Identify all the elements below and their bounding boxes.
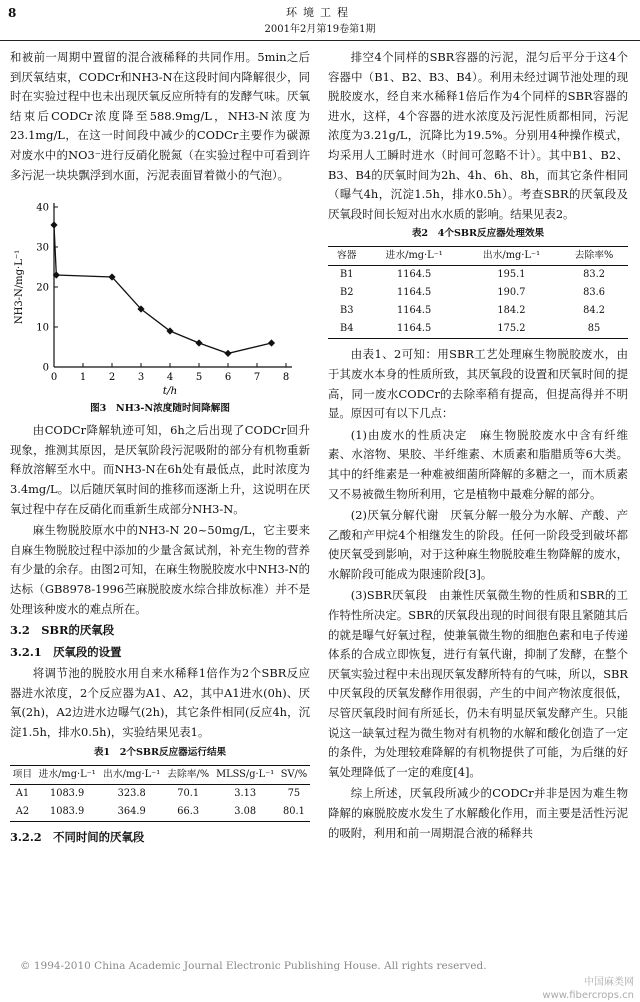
table-header-row [10, 765, 310, 784]
journal-issue: 2001年2月第19卷第1期 [264, 24, 376, 35]
table-cell: 1083.9 [49, 805, 85, 817]
table-1 [10, 765, 310, 822]
table-cell: B1 [340, 269, 354, 281]
paragraph: (3)SBR厌氧段 由兼性厌氧微生物的性质和SBR的工作特性所决定。SBR的厌氧段出现的时间很有限且紧随其后的就是曝气好氧过程，使兼氧微生物的细胞色素和电子传递体系的合成立即恢复，进行有氧代谢，抑制了发酵，在整个厌氧实验过程中未出现厌氧发酵所特有的气味，所以，SBR中厌氧段的厌氧发酵作用很弱，产生的中间产物浓度很低，尽管厌氧段时间有所延长，仍未有明显厌氧发酵产生。只能说这一缺氧过程为微生物对有机物的水解和酸化创造了一定的条件，为处理较难降解的有机物提供了可能，为后继的好氧处理降低了一定的难度[4]。 [328, 588, 628, 779]
left-column [10, 48, 310, 849]
x-tick-label: 8 [282, 372, 290, 384]
table-header-cell: 进水/mg·L⁻¹ [38, 768, 96, 780]
paragraph: 麻生物脱胶原水中的NH3-N 20~50mg/L，它主要来自麻生物脱胶过程中添加的少量含氮试剂，补充生物的营养有少量的余存。由图2可知，在麻生物脱胶废水中NH3-N的达标（GB8978-1996苎麻脱胶废水综合排放标准）并不是处理该种废水的难点所在。 [10, 523, 310, 616]
table-header-cell: 容器 [336, 250, 357, 262]
table-cell: A1 [15, 787, 30, 799]
x-axis-label: t/h [162, 385, 178, 398]
table-cell: 83.2 [583, 269, 605, 281]
table-cell: 80.1 [283, 805, 305, 817]
nh3n-line-chart [10, 191, 310, 399]
table-cell: B3 [340, 305, 354, 317]
table-cell: 70.1 [177, 787, 200, 799]
table-2-caption: 表2 4个SBR反应器处理效果 [411, 228, 545, 240]
y-tick-label: 30 [36, 242, 49, 254]
subsection-heading: 3.2.1 厌氧段的设置 [10, 644, 122, 659]
x-tick-label: 5 [195, 372, 203, 384]
y-tick-label: 20 [36, 282, 49, 294]
x-tick-label: 4 [166, 372, 174, 384]
y-tick-label: 0 [42, 362, 49, 374]
subsection-heading: 3.2.2 不同时间的厌氧段 [10, 829, 145, 844]
x-tick-label: 2 [108, 372, 116, 384]
table-header-cell: 出水/mg·L⁻¹ [103, 768, 161, 780]
table-cell: B4 [340, 323, 354, 335]
right-column [328, 48, 628, 845]
paragraph: 综上所述，厌氧段所减少的CODCr并非是因为难生物降解的麻脱胶废水发生了水解酸化作用，而主要是活性污泥的吸附，利用和前一周期混合液的稀释共 [328, 786, 628, 840]
x-tick-label: 0 [50, 372, 58, 384]
table-cell: 1164.5 [397, 287, 432, 299]
table-cell: 1164.5 [397, 305, 432, 317]
paragraph: (2)厌氧分解代谢 厌氧分解一般分为水解、产酸、产乙酸和产甲烷4个相继发生的阶段。任何一阶段受到破坏都使厌氧受到影响，对于这种麻生物脱胶难生物降解的废水，水解阶段可能成为限速阶段[3]。 [328, 508, 628, 581]
paragraph: 排空4个同样的SBR容器的污泥，混匀后平分于这4个容器中（B1、B2、B3、B4）。利用未经过调节池处理的现脱胶废水，经自来水稀释1倍后作为4个同样的SBR容器的进水，这样，4个容器的进水浓度及污泥性质都相同，污泥浓度为3.21g/L，沉降比为19.5%。分别用4种操作模式，均采用人工瞬时进水（时间可忽略不计）。其中B1、B2、B3、B4的厌氧时间为2h、4h、6h、8h，而其它条件相同（曝气4h，沉淀1.5h，排水0.5h）。考查SBR的厌氧段及厌氧段时间长短对出水水质的影响。结果见表2。 [328, 50, 628, 221]
site-watermark [542, 976, 634, 1002]
table-header-cell: 去除率/% [167, 768, 210, 780]
paragraph: 由表1、2可知：用SBR工艺处理麻生物脱胶废水，由于其废水本身的性质所致，其厌氧段的设置和厌氧时间的提高，同一废水CODCr的去除率稍有提高，但提高得并不明显。原因可有以下几点： [328, 347, 628, 421]
y-tick-label: 40 [36, 202, 49, 214]
figure-3 [10, 191, 310, 399]
x-tick-label: 3 [137, 372, 145, 384]
table-row [328, 266, 628, 285]
table-cell: 1164.5 [397, 323, 432, 335]
table-header-cell: 项目 [12, 768, 33, 780]
page-number: 8 [8, 6, 17, 20]
table-header-cell: 去除率% [574, 250, 614, 262]
data-point [224, 350, 231, 357]
data-point [50, 222, 57, 229]
y-tick-label: 10 [36, 322, 49, 334]
paragraph: 将调节池的脱胶水用自来水稀释1倍作为2个SBR反应器进水浓度，2个反应器为A1、A2，其中A1进水(0h)、厌氧(2h)，A2边进水边曝气(2h)，其它条件相同(反应4h，沉淀1.5h，排水0.5h)，实验结果见表1。 [10, 666, 310, 740]
table-2 [328, 246, 628, 339]
section-heading: 3.2 SBR的厌氧段 [10, 623, 115, 638]
table-header-cell: 出水/mg·L⁻¹ [482, 250, 541, 262]
table-row [10, 784, 310, 803]
journal-title: 环境工程 [286, 6, 354, 19]
table-header-row [328, 247, 628, 266]
table-cell: A2 [15, 805, 30, 817]
table-cell: 323.8 [117, 787, 146, 799]
table-cell: 364.9 [117, 805, 146, 817]
table-cell: 66.3 [177, 805, 200, 817]
table-cell: 190.7 [497, 287, 526, 299]
page-header [0, 0, 640, 41]
y-axis-label: NH3-N/mg·L⁻¹ [14, 249, 25, 325]
table-header-cell: 进水/mg·L⁻¹ [385, 250, 443, 262]
table-cell: 3.13 [234, 787, 257, 799]
watermark-line: 中国麻类网 [584, 977, 634, 988]
table-cell: B2 [340, 287, 354, 299]
table-row [328, 302, 628, 320]
table-row [328, 320, 628, 339]
x-tick-label: 1 [79, 372, 87, 384]
x-tick-label: 6 [224, 372, 232, 384]
paragraph: 和被前一周期中置留的混合液稀释的共同作用。5min之后到厌氧结束，CODCr和NH3-N在这段时间内降解很少，同时在实验过程中也未出现厌氧反应所特有的发酵气味。厌氧结束后CODCr浓度降至588.9mg/L，NH3-N浓度为23.1mg/L，在这一时间段中减少的CODCr主要作为碳源对废水中的NO3⁻进行反硝化脱氮（在实验过程中可看到许多污泥一块块飘浮到水面，污泥表面冒着微小的气泡）。 [10, 50, 310, 182]
table-header-cell: MLSS/g·L⁻¹ [216, 768, 275, 780]
copyright-footer: © 1994-2010 China Academic Journal Electronic Publishing House. All rights reserved. [20, 960, 487, 972]
figure-3-caption: 图3 NH3-N浓度随时间降解图 [90, 403, 230, 415]
x-tick-label: 7 [253, 372, 261, 384]
table-cell: 83.6 [583, 287, 605, 299]
table-row [10, 803, 310, 822]
table-cell: 1164.5 [397, 269, 432, 281]
table-cell: 184.2 [497, 305, 526, 317]
table-cell: 1083.9 [49, 787, 85, 799]
series-line [54, 225, 272, 353]
table-cell: 175.2 [497, 323, 526, 335]
data-point [268, 340, 275, 347]
paragraph: (1)由废水的性质决定 麻生物脱胶废水中含有纤维素、水溶物、果胶、半纤维素、木质素和脂腊质等6大类。其中的纤维素是一种难被细菌所降解的多糖之一，而木质素又不易被微生物所利用，它是植物中最难分解的部分。 [328, 427, 628, 501]
table-cell: 85 [587, 323, 601, 335]
table-row [328, 284, 628, 302]
paragraph: 由CODCr降解轨迹可知，6h之后出现了CODCr回升现象，推测其原因，是厌氧阶段污泥吸附的部分有机物重新释放溶解至水中。而NH3-N在6h处有最低点，此时浓度为3.4mg/L。以后随厌氧时间的推移而逐渐上升，这说明在厌氧过程中存在反硝化而重新生成部分NH3-N。 [10, 423, 310, 516]
table-1-caption: 表1 2个SBR反应器运行结果 [93, 746, 227, 758]
table-cell: 3.08 [234, 805, 257, 817]
table-cell: 75 [287, 787, 301, 799]
table-cell: 195.1 [497, 269, 526, 281]
data-point [195, 340, 202, 347]
table-cell: 84.2 [583, 305, 605, 317]
watermark-line: www.fibercrops.cn [542, 990, 634, 1001]
table-header-cell: SV/% [280, 768, 308, 780]
